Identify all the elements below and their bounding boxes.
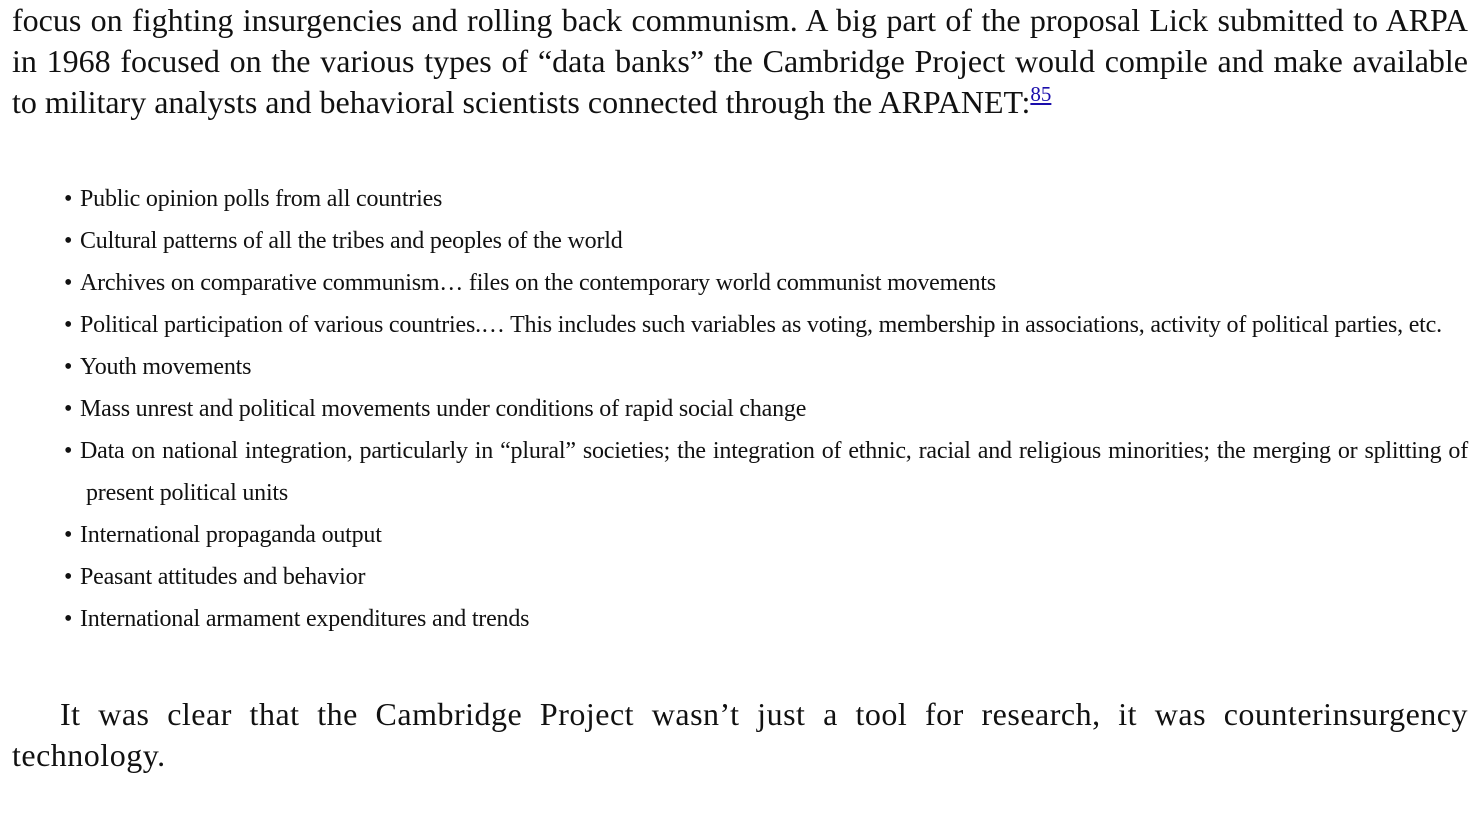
list-item [64, 346, 1468, 388]
list-item-text: International armament expenditures and trends [80, 606, 530, 632]
list-item-text: Political participation of various countries.… This includes such variables as voting, membership in associations, activity of political parties, etc. [80, 312, 1442, 338]
list-item [64, 178, 1468, 220]
list-item-text: Youth movements [80, 354, 252, 380]
bullet-icon: • [64, 438, 73, 464]
bullet-icon: • [64, 522, 73, 548]
list-item-text: Peasant attitudes and behavior [80, 564, 366, 590]
footnote-link-85[interactable]: 85 [1030, 82, 1052, 106]
bullet-icon: • [64, 354, 73, 380]
intro-paragraph-text: focus on fighting insurgencies and rolling back communism. A big part of the proposal Lick submitted to ARPA in 1968 focused on the various types of “data banks” the Cambridge Project would compile and make available to military analysts and behavioral scientists connected through the ARPANET: [12, 2, 1468, 120]
list-item [64, 388, 1468, 430]
list-item [64, 304, 1468, 346]
list-item-text: Cultural patterns of all the tribes and peoples of the world [80, 228, 623, 254]
bullet-icon: • [64, 228, 73, 254]
list-item-text: Public opinion polls from all countries [80, 186, 443, 212]
list-item-text: Archives on comparative communism… files on the contemporary world communist movements [80, 270, 996, 296]
bullet-icon: • [64, 312, 73, 338]
list-item [64, 220, 1468, 262]
document-page [12, 0, 1468, 776]
list-item-text: Data on national integration, particularly in “plural” societies; the integration of ethnic, racial and religious minorities; the merging or splitting of present political units [80, 438, 1468, 506]
intro-paragraph [12, 0, 1468, 123]
bullet-icon: • [64, 186, 73, 212]
list-item [64, 514, 1468, 556]
list-item [64, 430, 1468, 514]
bullet-icon: • [64, 606, 73, 632]
list-item [64, 262, 1468, 304]
bullet-icon: • [64, 564, 73, 590]
closing-paragraph: It was clear that the Cambridge Project wasn’t just a tool for research, it was counterinsurgency technology. [12, 696, 1468, 773]
list-item-text: International propaganda output [80, 522, 382, 548]
bullet-icon: • [64, 396, 73, 422]
bullet-icon: • [64, 270, 73, 296]
list-item [64, 556, 1468, 598]
data-banks-list [12, 178, 1468, 640]
list-item-text: Mass unrest and political movements under conditions of rapid social change [80, 396, 807, 422]
list-item [64, 598, 1468, 640]
